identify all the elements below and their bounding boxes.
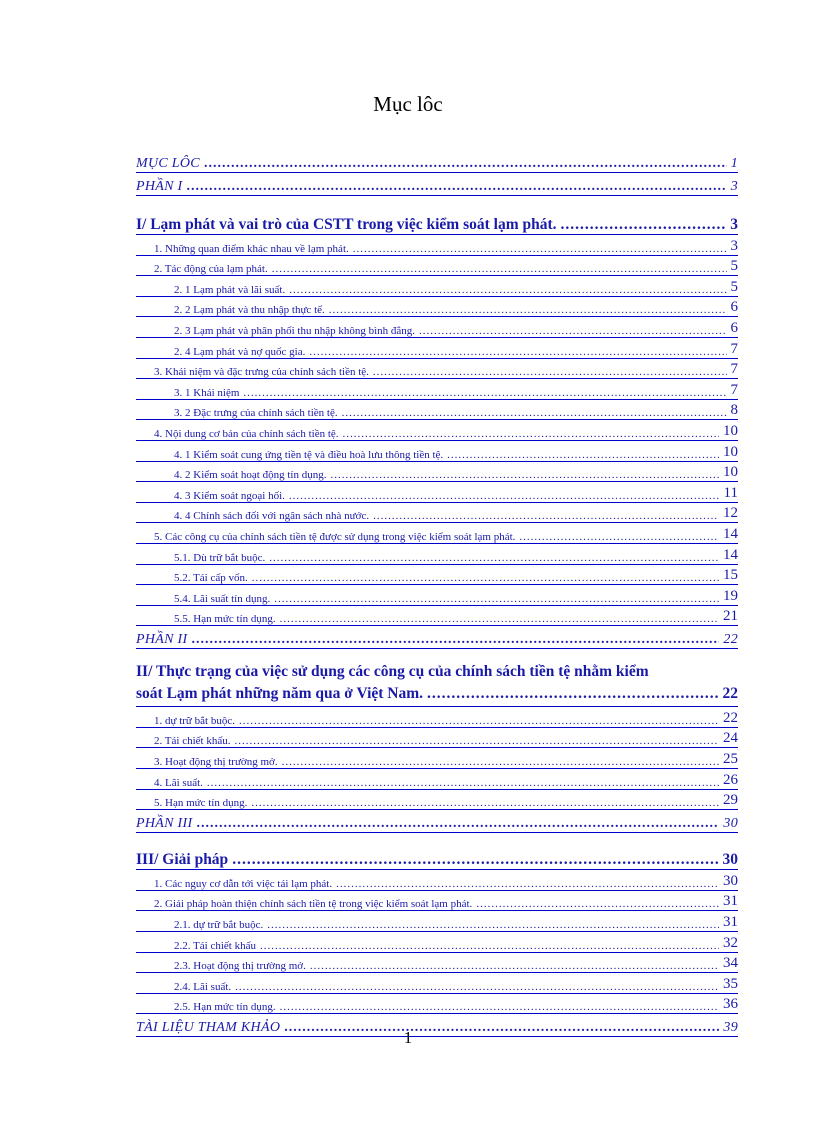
toc-page-number: 21: [723, 608, 738, 625]
toc-entry-label: 2. 2 Lạm phát và thu nhập thực tế.: [174, 304, 325, 317]
toc-leader: [196, 816, 719, 832]
toc-leader: [274, 593, 719, 605]
toc-page-number: 19: [723, 587, 738, 604]
toc-leader: [476, 898, 719, 910]
toc-entry-label: 2.5. Hạn mức tín dụng.: [174, 1001, 276, 1014]
toc-entry[interactable]: [136, 870, 738, 891]
toc-page-number: 3: [730, 179, 738, 194]
toc-entry[interactable]: [136, 462, 738, 483]
toc-page-number: 35: [723, 975, 738, 992]
toc-entry-label: 4. Lãi suất.: [154, 776, 203, 789]
toc-entry-label: PHẦN III: [136, 816, 193, 832]
toc-entry-label: 2. 1 Lạm phát và lãi suất.: [174, 283, 286, 296]
toc-page-number: 3: [730, 237, 738, 254]
toc-section-3[interactable]: [136, 845, 738, 870]
toc-entry-label: 2. Tác động của lạm phát.: [154, 263, 268, 276]
toc-entry-label: PHẦN II: [136, 632, 188, 648]
toc-page-number: 32: [723, 934, 738, 951]
toc-page-number: 6: [730, 299, 738, 316]
toc-entry-label: 1. Các nguy cơ dẫn tới việc tái lạm phát.: [154, 877, 333, 890]
toc-entry[interactable]: [136, 400, 738, 421]
toc-leader: [280, 613, 719, 625]
toc-page-number: 7: [730, 361, 738, 378]
toc-entry-label: 1. Những quan điểm khác nhau về lạm phát.: [154, 242, 349, 255]
toc-entry[interactable]: [136, 379, 738, 400]
toc-entry-label: 5.2. Tái cấp vốn.: [174, 572, 248, 585]
toc-leader: [310, 960, 719, 972]
toc-leader: [282, 756, 719, 768]
toc-page-number: 11: [723, 484, 738, 501]
toc-entry-label: 2. Tái chiết khấu.: [154, 735, 231, 748]
toc-entry-label: 3. 2 Đặc trưng của chính sách tiền tệ.: [174, 407, 338, 420]
toc-leader: [239, 715, 719, 727]
toc-page-number: 12: [723, 505, 738, 522]
toc-entry-label: 5.1. Dù trữ bắt buộc.: [174, 551, 266, 564]
toc-entry[interactable]: [136, 953, 738, 974]
toc-leader: [289, 490, 720, 502]
toc-page-number: 14: [723, 525, 738, 542]
toc-leader: [280, 1001, 719, 1013]
toc-page-number: 22: [723, 709, 738, 726]
toc-leader: [419, 325, 726, 337]
toc-entry[interactable]: [136, 503, 738, 524]
toc-page-number: 29: [723, 792, 738, 809]
toc-leader: [267, 919, 719, 931]
toc-page-number: 5: [730, 258, 738, 275]
toc-entry-label: 3. 1 Khái niệm: [174, 386, 240, 399]
toc-entry[interactable]: [136, 297, 738, 318]
toc-section-1[interactable]: [136, 210, 738, 235]
toc-leader: [260, 940, 719, 952]
toc-entry-muc-loc[interactable]: [136, 150, 738, 173]
toc-entry-phan-2[interactable]: [136, 626, 738, 649]
toc-entry-label: 4. 1 Kiểm soát cung ứng tiền tệ và điều hoà lưu thông tiền tệ.: [174, 448, 444, 461]
toc-leader: [336, 878, 719, 890]
toc-entry-label: 5.5. Hạn mức tín dụng.: [174, 613, 276, 626]
toc-page-number: 10: [723, 443, 738, 460]
toc-leader: [309, 346, 726, 358]
toc-page-number: 36: [723, 996, 738, 1013]
toc-leader: [519, 531, 719, 543]
toc-entry[interactable]: [136, 420, 738, 441]
toc-entry-label: 4. 2 Kiểm soát hoạt động tín dụng.: [174, 469, 327, 482]
toc-leader: [343, 428, 719, 440]
toc-page-number: 10: [723, 464, 738, 481]
toc-entry-label: 2. 4 Lạm phát và nợ quốc gia.: [174, 345, 306, 358]
toc-entry[interactable]: [136, 235, 738, 256]
toc-leader: [427, 683, 718, 705]
toc-entry-phan-1[interactable]: [136, 173, 738, 196]
toc-leader: [272, 263, 727, 275]
toc-entry[interactable]: [136, 911, 738, 932]
toc-entry[interactable]: [136, 441, 738, 462]
toc-entry[interactable]: [136, 482, 738, 503]
toc-entry-label: 2. Giải pháp hoàn thiện chính sách tiền tệ trong việc kiểm soát lạm phát.: [154, 898, 473, 911]
toc-entry-label: 2.4. Lãi suất.: [174, 980, 232, 993]
toc-leader: [289, 284, 726, 296]
toc-entry-label: 4. 4 Chính sách đối với ngân sách nhà nước.: [174, 510, 370, 523]
toc-entry[interactable]: [136, 359, 738, 380]
toc-entry[interactable]: [136, 973, 738, 994]
toc-page-number: 24: [723, 730, 738, 747]
toc-leader: [252, 572, 719, 584]
toc-page-number: 31: [723, 914, 738, 931]
toc-entry-label: TÀI LIỆU THAM KHẢO: [136, 1020, 281, 1036]
toc-entry[interactable]: [136, 338, 738, 359]
toc-entry-label: 3. Hoạt động thị trường mở.: [154, 756, 278, 769]
toc-leader: [234, 735, 719, 747]
toc-page-number: 22: [722, 685, 738, 703]
toc-entry-label: 1. dự trữ bắt buộc.: [154, 714, 235, 727]
page-title: Mục lôc: [373, 92, 443, 116]
toc-page-number: 30: [722, 851, 738, 869]
toc-entry[interactable]: [136, 317, 738, 338]
toc-page-number: 1: [730, 156, 738, 171]
toc-section-3-items: [136, 870, 738, 1014]
toc-entry-label: I/ Lạm phát và vai trò của CSTT trong việc kiểm soát lạm phát.: [136, 216, 557, 233]
toc-entry[interactable]: [136, 523, 738, 544]
toc-entry-label-line2: soát Lạm phát những năm qua ở Việt Nam.: [136, 685, 424, 703]
toc-entry-label: 5.4. Lãi suất tín dụng.: [174, 592, 271, 605]
toc-page-number: 26: [723, 771, 738, 788]
toc-page-number: 30: [723, 872, 738, 889]
toc-entry[interactable]: [136, 544, 738, 565]
toc-page-number: 10: [723, 422, 738, 439]
toc-leader: [191, 632, 719, 648]
toc-entry-label: 3. Khái niệm và đặc trưng của chính sách tiền tệ.: [154, 366, 369, 379]
toc-entry-label: 4. Nội dung cơ bản của chính sách tiền tệ.: [154, 427, 339, 440]
toc-entry-label: 2.1. dự trữ bắt buộc.: [174, 919, 264, 932]
toc-entry[interactable]: [136, 769, 738, 790]
toc-page-number: 30: [723, 816, 738, 832]
toc-entry[interactable]: [136, 994, 738, 1015]
toc-leader: [353, 243, 727, 255]
toc-entry[interactable]: [136, 256, 738, 277]
toc-leader: [269, 552, 719, 564]
toc-entry-label: 2.2. Tái chiết khấu: [174, 939, 256, 952]
page-number: 1: [403, 1028, 413, 1047]
toc-leader: [235, 981, 719, 993]
toc-leader: [373, 510, 719, 522]
toc-entry[interactable]: [136, 790, 738, 811]
toc-entry-label: 5. Các công cụ của chính sách tiền tệ được sử dụng trong việc kiểm soát lạm phát.: [154, 530, 516, 543]
toc-leader: [330, 469, 719, 481]
toc-page-number: 6: [730, 319, 738, 336]
toc-page-number: 7: [730, 340, 738, 357]
toc-entry[interactable]: [136, 585, 738, 606]
toc-leader: [204, 156, 727, 172]
toc-entry-label: III/ Giải pháp: [136, 851, 229, 869]
toc-page-number: 25: [723, 751, 738, 768]
toc-entry-label: 2.3. Hoạt động thị trường mở.: [174, 960, 306, 973]
toc-leader: [187, 179, 727, 195]
toc-leader: [243, 387, 726, 399]
toc-page-number: 3: [730, 216, 738, 233]
toc-leader: [447, 449, 719, 461]
toc-page-number: 14: [723, 546, 738, 563]
toc-page-number: 7: [730, 381, 738, 398]
toc-leader: [232, 851, 718, 869]
toc-entry[interactable]: [136, 728, 738, 749]
toc-entry-label: MỤC LÔC: [136, 156, 200, 171]
toc-entry-label: 4. 3 Kiểm soát ngoại hối.: [174, 489, 285, 502]
toc-page-number: 34: [723, 955, 738, 972]
toc-entry[interactable]: [136, 932, 738, 953]
toc-section-1-items: [136, 235, 738, 626]
toc-page-number: 15: [723, 567, 738, 584]
toc-page-number: 5: [730, 278, 738, 295]
toc-entry-phan-3[interactable]: [136, 810, 738, 833]
toc-entry-label-line1: II/ Thực trạng của việc sử dụng các công cụ của chính sách tiền tệ nhằm kiểm: [136, 663, 649, 681]
toc-entry[interactable]: [136, 276, 738, 297]
toc-entry[interactable]: [136, 891, 738, 912]
toc-section-2[interactable]: [136, 661, 738, 707]
toc-leader: [329, 304, 727, 316]
toc-entry-label: PHẦN I: [136, 179, 183, 194]
toc-section-2-items: [136, 707, 738, 810]
toc-entry-label: 5. Hạn mức tín dụng.: [154, 797, 248, 810]
toc-page-number: 31: [723, 893, 738, 910]
toc-leader: [251, 797, 719, 809]
table-of-contents: [136, 150, 738, 1037]
toc-page-number: 39: [723, 1020, 738, 1036]
toc-leader: [207, 777, 719, 789]
toc-entry[interactable]: [136, 707, 738, 728]
toc-page-number: 8: [730, 402, 738, 419]
toc-leader: [342, 407, 727, 419]
toc-leader: [561, 216, 727, 234]
toc-entry-label: 2. 3 Lạm phát và phân phối thu nhập không bình đẳng.: [174, 324, 416, 337]
toc-entry[interactable]: [136, 565, 738, 586]
toc-entry[interactable]: [136, 606, 738, 627]
toc-page-number: 22: [723, 632, 738, 648]
toc-leader: [373, 366, 727, 378]
toc-entry[interactable]: [136, 748, 738, 769]
